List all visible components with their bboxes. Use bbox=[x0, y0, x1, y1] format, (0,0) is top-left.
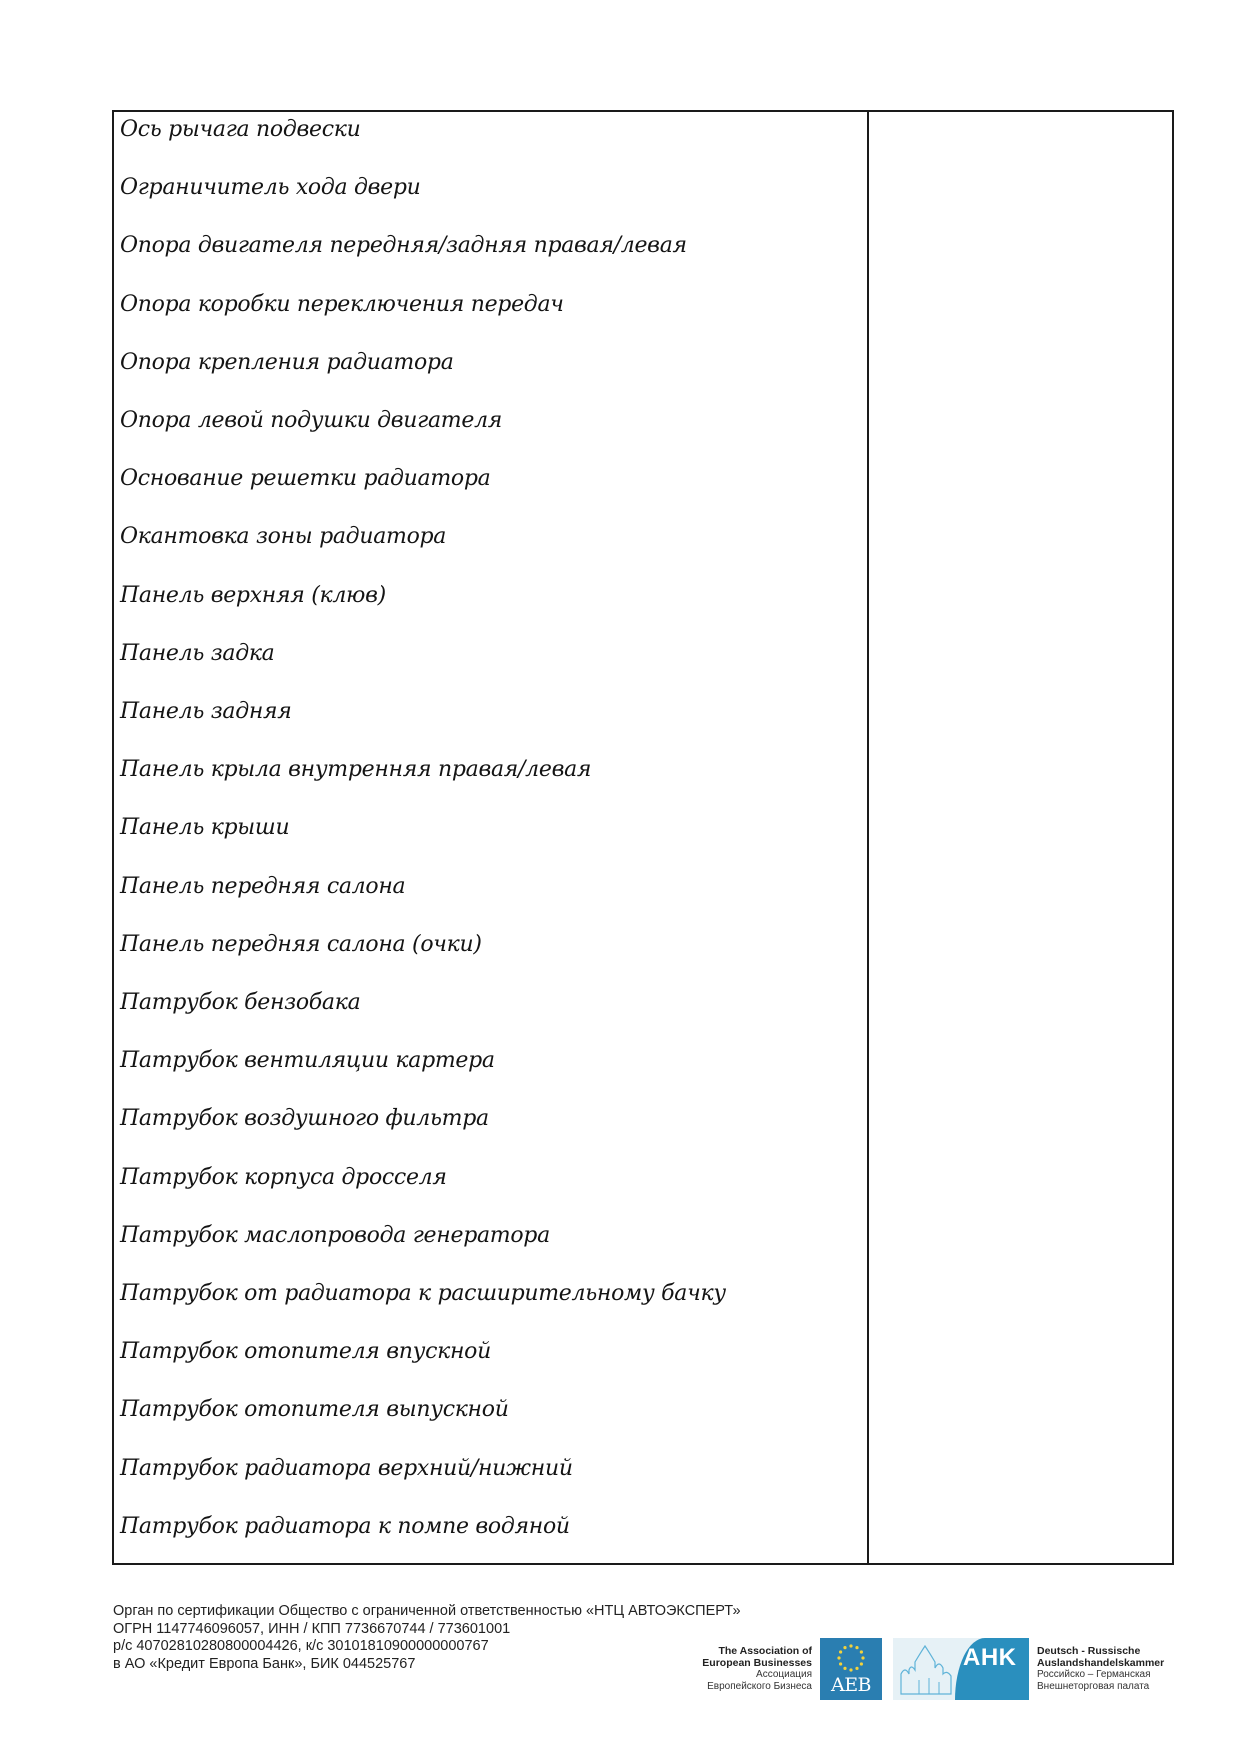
part-row: Патрубок отопителя выпускной bbox=[120, 1397, 509, 1423]
part-row: Панель верхняя (клюв) bbox=[120, 582, 386, 608]
aeb-caption-en-2: European Businesses bbox=[702, 1657, 812, 1669]
footer-line-accounts: р/с 40702810280800004426, к/с 30101810900000000767 bbox=[113, 1638, 489, 1654]
footer-line-organization: Орган по сертификации Общество с ограниченной ответственностью «НТЦ АВТОЭКСПЕРТ» bbox=[113, 1603, 741, 1619]
part-row: Панель передняя салона (очки) bbox=[120, 931, 482, 957]
ahk-caption-de-2: Auslandshandelskammer bbox=[1037, 1656, 1165, 1669]
ahk-caption-ru-1: Российско – Германская bbox=[1037, 1669, 1151, 1680]
kremlin-outline-icon bbox=[897, 1644, 957, 1696]
part-row: Панель задняя bbox=[120, 699, 292, 724]
footer-line-ogrn: ОГРН 1147746096057, ИНН / КПП 7736670744 / 773601001 bbox=[113, 1620, 511, 1637]
part-row: Патрубок отопителя впускной bbox=[120, 1339, 491, 1365]
ahk-caption-de-1: Deutsch - Russische bbox=[1037, 1645, 1141, 1657]
eu-star bbox=[843, 1646, 846, 1649]
part-row: Опора крепления радиатора bbox=[120, 349, 454, 375]
ahk-logo bbox=[893, 1638, 1029, 1700]
part-row: Панель задка bbox=[120, 640, 275, 666]
aeb-logo-mark: AEB bbox=[830, 1674, 872, 1696]
part-row: Патрубок от радиатора к расширительному бачку bbox=[120, 1281, 726, 1306]
eu-star bbox=[839, 1650, 842, 1653]
eu-star bbox=[839, 1662, 842, 1665]
eu-star bbox=[843, 1667, 846, 1670]
part-row: Окантовка зоны радиатора bbox=[120, 524, 447, 550]
column-divider bbox=[867, 112, 869, 1563]
part-row: Панель передняя салона bbox=[120, 873, 406, 899]
part-row: Опора левой подушки двигателя bbox=[120, 408, 503, 433]
part-row: Панель крыла внутренняя правая/левая bbox=[120, 757, 592, 783]
part-row: Патрубок маслопровода генератора bbox=[120, 1222, 550, 1248]
part-row: Патрубок вентиляции картера bbox=[120, 1048, 495, 1074]
part-row: Патрубок бензобака bbox=[120, 990, 361, 1015]
part-row: Ось рычага подвески bbox=[120, 117, 361, 142]
aeb-caption-en-1: The Association of bbox=[718, 1645, 812, 1657]
eu-star bbox=[855, 1667, 858, 1670]
certification-body-info bbox=[113, 1603, 741, 1673]
aeb-caption bbox=[676, 1645, 812, 1693]
aeb-logo bbox=[820, 1638, 882, 1700]
part-row: Патрубок корпуса дросселя bbox=[120, 1164, 447, 1190]
aeb-caption-ru-1: Ассоциация bbox=[756, 1669, 812, 1680]
part-row: Патрубок радиатора верхний/нижний bbox=[120, 1455, 573, 1481]
eu-star bbox=[860, 1650, 863, 1653]
part-row: Основание решетки радиатора bbox=[120, 466, 491, 492]
eu-star bbox=[861, 1656, 864, 1659]
eu-star bbox=[860, 1662, 863, 1665]
ahk-caption bbox=[1037, 1646, 1164, 1692]
part-row: Ограничитель хода двери bbox=[120, 175, 421, 201]
part-row: Патрубок радиатора к помпе водяной bbox=[120, 1513, 570, 1539]
eu-stars-icon bbox=[820, 1638, 882, 1678]
part-row: Опора двигателя передняя/задняя правая/левая bbox=[120, 233, 687, 259]
footer-line-bank: в АО «Кредит Европа Банк», БИК 044525767 bbox=[113, 1655, 416, 1672]
eu-star bbox=[849, 1644, 852, 1647]
ahk-logo-mark: AHK bbox=[963, 1644, 1017, 1671]
eu-star bbox=[849, 1668, 852, 1671]
parts-table bbox=[112, 110, 1174, 1565]
eu-star bbox=[837, 1656, 840, 1659]
eu-star bbox=[855, 1646, 858, 1649]
part-row: Патрубок воздушного фильтра bbox=[120, 1106, 489, 1132]
part-row: Опора коробки переключения передач bbox=[120, 291, 564, 317]
part-row: Панель крыши bbox=[120, 815, 290, 841]
aeb-caption-ru-2: Европейского Бизнеса bbox=[707, 1681, 812, 1692]
ahk-caption-ru-2: Внешнеторговая палата bbox=[1037, 1680, 1150, 1692]
